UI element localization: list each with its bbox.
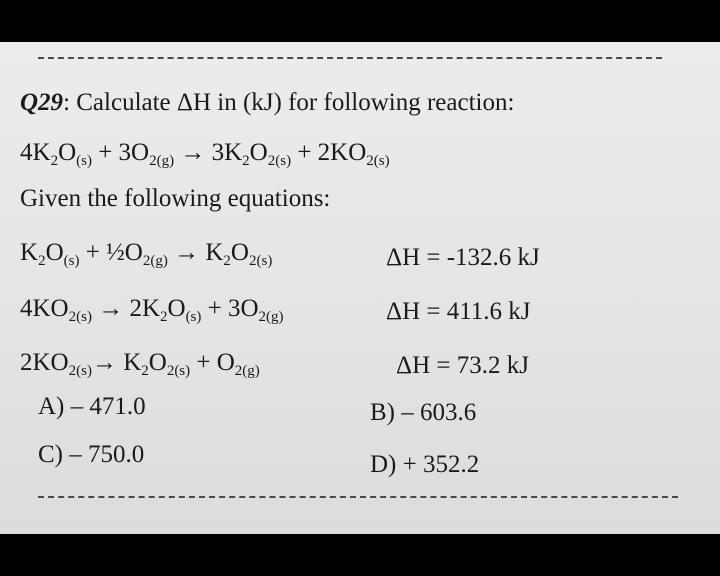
eq-term: + O (190, 349, 235, 376)
question-prompt: : Calculate ΔH in (kJ) for following reaction: (63, 89, 515, 116)
subscript: 2 (160, 309, 168, 325)
given-equation-3-dh: ΔH = 73.2 kJ (396, 352, 529, 379)
state-subscript: 2(g) (149, 153, 175, 169)
choice-a[interactable]: A) – 471.0 (38, 393, 146, 420)
reactant-k2o-coef: 4K (20, 139, 51, 166)
eq-term: O (167, 295, 186, 322)
given-equation-1-dh: ΔH = -132.6 kJ (386, 244, 540, 271)
question-number: Q29 (20, 89, 64, 116)
state-subscript: 2(s) (166, 363, 191, 379)
state-subscript: (s) (185, 309, 202, 325)
state-subscript: 2(s) (248, 253, 273, 269)
state-subscript: 2(s) (267, 153, 292, 169)
eq-term: + ½O (79, 239, 143, 266)
product-k2o2-o: O (249, 139, 268, 166)
state-subscript: 2(s) (68, 309, 92, 325)
subscript: 2 (38, 253, 46, 269)
eq-term: O (45, 239, 64, 266)
subscript: 2 (141, 363, 149, 379)
state-subscript: 2(s) (366, 153, 390, 169)
given-equation-2-dh: ΔH = 411.6 kJ (386, 298, 531, 325)
given-equation-3 (20, 348, 260, 378)
state-subscript: 2(g) (258, 309, 284, 325)
eq-term: O (148, 349, 167, 376)
target-reaction (20, 138, 390, 168)
eq-term: O (230, 239, 249, 266)
eq-term: + 3O (201, 295, 259, 322)
state-subscript: 2(g) (234, 363, 260, 379)
eq-term: K (20, 239, 39, 266)
subscript: 2 (242, 153, 250, 169)
top-dashed-divider (38, 57, 662, 59)
choice-d[interactable]: D) + 352.2 (370, 451, 480, 478)
choice-b[interactable]: B) – 603.6 (370, 399, 477, 426)
reactant-k2o-o: O (58, 139, 77, 166)
question-line (20, 88, 514, 118)
reactant-o2: + 3O (91, 139, 150, 166)
eq-term: → K (91, 349, 142, 376)
subscript: 2 (50, 153, 59, 169)
subscript: 2 (223, 253, 231, 269)
eq-term: 2KO (20, 349, 69, 376)
given-equation-1 (20, 238, 272, 268)
given-heading: Given the following equations: (20, 185, 331, 212)
worksheet-paper (0, 42, 720, 534)
given-equation-2 (20, 294, 284, 324)
eq-term: → K (167, 239, 224, 266)
eq-term: → 2K (91, 295, 160, 322)
state-subscript: (s) (63, 253, 80, 269)
bottom-dashed-divider (38, 496, 678, 498)
choice-c[interactable]: C) – 750.0 (38, 441, 145, 468)
product-ko2: + 2KO (291, 139, 367, 166)
state-subscript: 2(g) (142, 253, 168, 269)
arrow-product-k2o2: → 3K (174, 139, 243, 166)
state-subscript: (s) (76, 153, 92, 169)
state-subscript: 2(s) (68, 363, 92, 379)
eq-term: 4KO (20, 295, 69, 322)
